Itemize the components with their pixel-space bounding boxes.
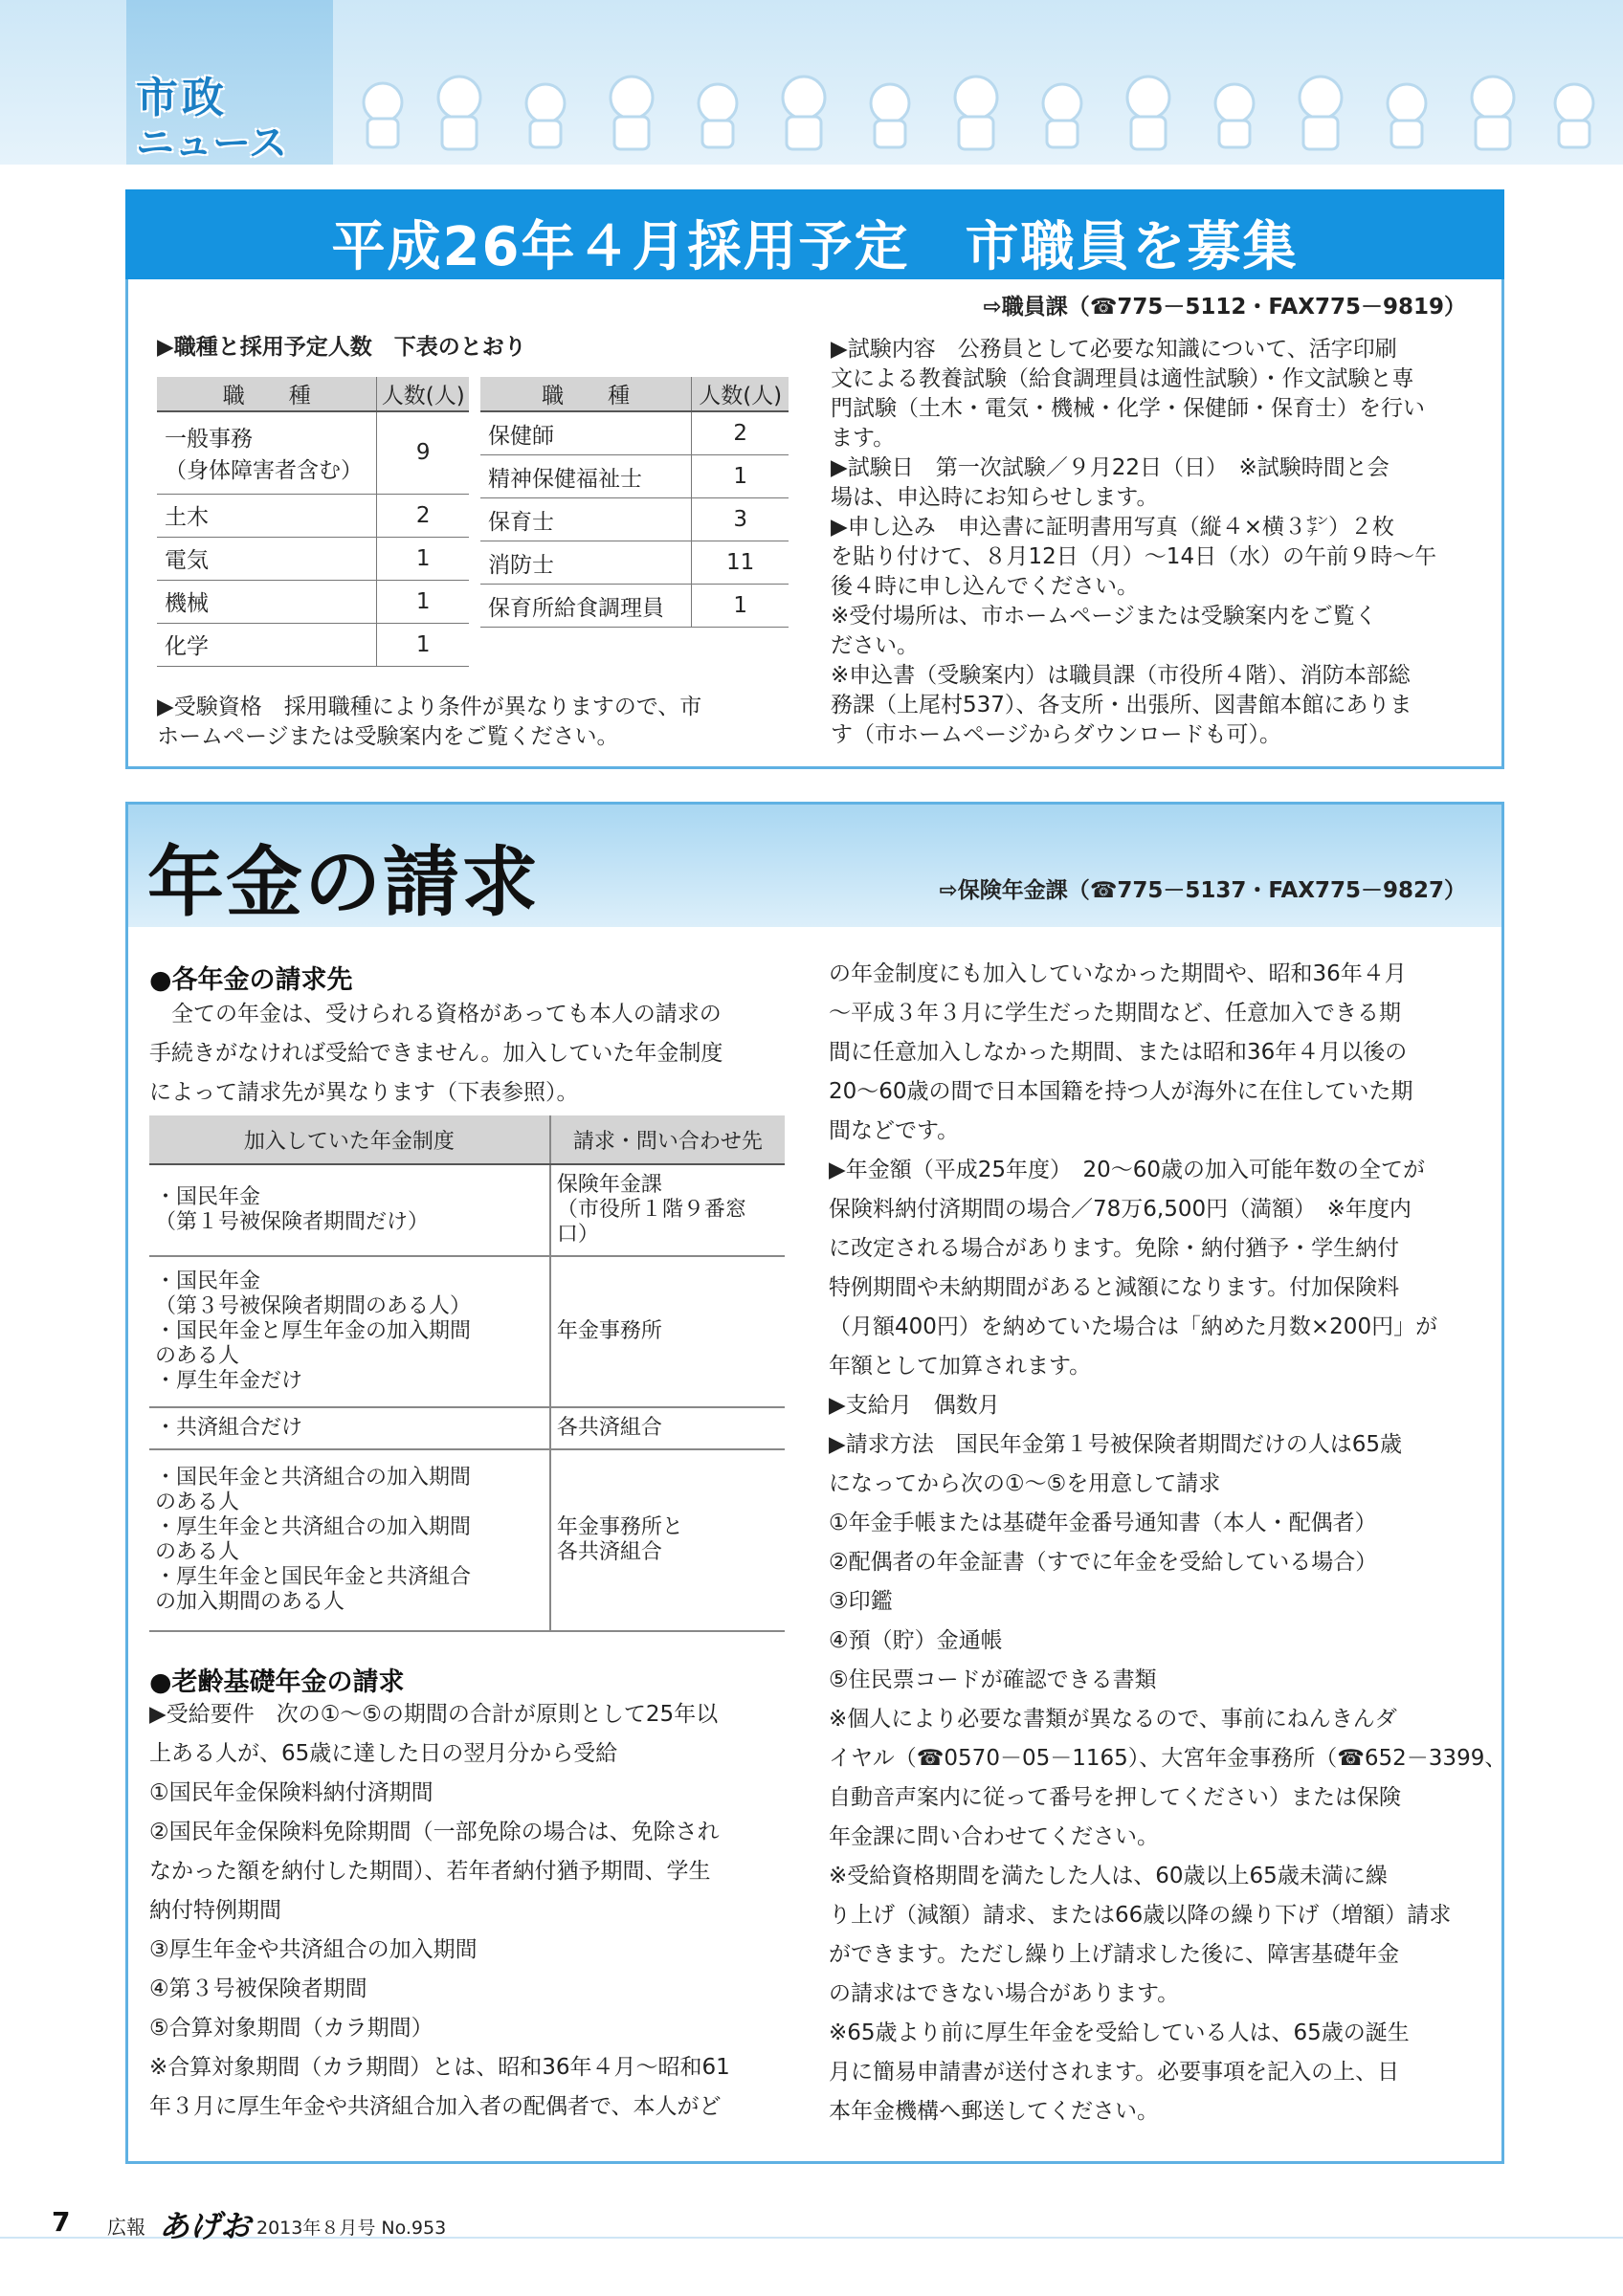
job-count: 1 (377, 537, 469, 580)
job-name: 消防士 (480, 541, 692, 585)
job-name: 精神保健福祉士 (480, 455, 692, 498)
pension-sec1-heading: ●各年金の請求先 (149, 965, 353, 995)
pension-title: 年金の請求 (147, 838, 540, 927)
jobs-header-job: 職 種 (157, 377, 377, 411)
issue-info: 2013年８月号 No.953 (256, 2218, 447, 2239)
pension-sec2-heading: ●老齢基礎年金の請求 (149, 1667, 405, 1697)
job-name: 保育所給食調理員 (480, 585, 692, 628)
job-count: 9 (377, 411, 469, 494)
pension-sec1-text: 全ての年金は、受けられる資格があっても本人の請求の 手続きがなければ受給できません。加入していた年金制度 によって請求先が異なります（下表参照）。 (149, 1002, 723, 1105)
jobs-header-count: 人数(人) (377, 377, 469, 411)
job-name: 保健師 (480, 411, 692, 455)
pension-contact-table (149, 1115, 785, 1632)
pension-contact: ⇨保険年金課（☎775－5137・FAX775－9827） (939, 878, 1466, 903)
table-row: ・共済組合だけ 各共済組合 (149, 1407, 785, 1449)
jobs-heading: ▶職種と採用予定人数 下表のとおり (157, 335, 526, 360)
job-count: 2 (377, 494, 469, 537)
pension-table-header-system: 加入していた年金制度 (149, 1115, 550, 1164)
exam-details: ▶試験内容 公務員として必要な知識について、活字印刷 文による教養試験（給食調理員は適性試験）・作文試験と専 門試験（土木・電気・機械・化学・保健師・保育士）を行い ます。 ▶試験日 第一次試験／９月22日（日） ※試験時間と会 場は、申込時にお知らせします。 ▶申し込み 申込書に証明書用写真（縦４×横３㌢）２枚 を貼り付けて、８月12日（月）～14日（水）の午前９時～午 後４時に申し込んでください。 ※受付場所は、市ホームページまたは受験案内をご覧く ださい。 ※申込書（受験案内）は職員課（市役所４階）、消防本部総 務課（上尾村537）、各支所・出張所、図書館本館にありま す（市ホームページからダウンロードも可）。 (831, 337, 1437, 747)
header-doodle-illustration (354, 59, 1608, 165)
job-count: 1 (692, 585, 789, 628)
job-name: 保育士 (480, 498, 692, 541)
jobs-header-job: 職 種 (480, 377, 692, 411)
pension-sec2-text: ▶受給要件 次の①～⑤の期間の合計が原則として25年以 上ある人が、65歳に達した日の翌月分から受給 ①国民年金保険料納付済期間 ②国民年金保険料免除期間（一部免除の場合は、免除され なかった額を納付した期間）、若年者納付猶予期間、学生 納付特例期間 ③厚生年金や共済組合の加入期間 ④第３号被保険者期間 ⑤合算対象期間（カラ期間） ※合算対象期間（カラ期間）とは、昭和36年４月～昭和61 年３月に厚生年金や共済組合加入者の配偶者で、本人がど (149, 1702, 730, 2119)
publication-logo: あげお (159, 2208, 252, 2244)
jobs-header-count: 人数(人) (692, 377, 789, 411)
jobs-table-right (480, 377, 789, 628)
pension-table-header-contact: 請求・問い合わせ先 (550, 1115, 785, 1164)
job-name: 土木 (157, 494, 377, 537)
table-row: ・国民年金と共済組合の加入期間 のある人 ・厚生年金と共済組合の加入期間 のある人 ・厚生年金と国民年金と共済組合 の加入期間のある人 年金事務所と 各共済組合 (149, 1449, 785, 1631)
pension-right-column: の年金制度にも加入していなかった期間や、昭和36年４月 ～平成３年３月に学生だった期間など、任意加入できる期 間に任意加入しなかった期間、または昭和36年４月以後の 20～60歳の間で日本国籍を持つ人が海外に在住していた期 間などです。 ▶年金額（平成25年度） 20～60歳の加入可能年数の全てが 保険料納付済期間の場合／78万6,500円（満額） ※年度内 に改定される場合があります。免除・納付猶予・学生納付 特例期間や未納期間があると減額になります。付加保険料 （月額400円）を納めていた場合は「納めた月数×200円」が 年額として加算されます。 ▶支給月 偶数月 ▶請求方法 国民年金第１号被保険者期間だけの人は65歳 になってから次の①～⑤を用意して請求 ①年金手帳または基礎年金番号通知書（本人・配偶者） ②配偶者の年金証書（すでに年金を受給している場合） ③印鑑 ④預（貯）金通帳 ⑤住民票コードが確認できる書類 ※個人により必要な書類が異なるので、事前にねんきんダ イヤル（☎0570－05－1165）、大宮年金事務所（☎652－3399、 自動音声案内に従って番号を押してください）または保険 年金課に問い合わせてください。 ※受給資格期間を満たした人は、60歳以上65歳未満に繰 り上げ（減額）請求、または66歳以降の繰り下げ（増額）請求 ができます。ただし繰り上げ請求した後に、障害基礎年金 の請求はできない場合があります。 ※65歳より前に厚生年金を受給している人は、65歳の誕生 月に簡易申請書が送付されます。必要事項を記入の上、日 本年金機構へ郵送してください。 (829, 961, 1507, 2124)
job-count: 1 (377, 623, 469, 666)
job-count: 3 (692, 498, 789, 541)
job-count: 2 (692, 411, 789, 455)
page-number: 7 (52, 2206, 71, 2238)
publication-prefix: 広報 (107, 2216, 145, 2239)
section-tag (126, 0, 333, 165)
job-count: 1 (377, 580, 469, 623)
section-tag-line2: ニュース (136, 121, 287, 166)
job-name: 電気 (157, 537, 377, 580)
job-name: 化学 (157, 623, 377, 666)
table-row: ・国民年金 （第１号被保険者期間だけ） 保険年金課 （市役所１階９番窓 口） (149, 1164, 785, 1256)
job-name: 機械 (157, 580, 377, 623)
recruit-contact: ⇨職員課（☎775－5112・FAX775－9819） (983, 295, 1466, 320)
recruit-title-bar (125, 189, 1504, 279)
jobs-table-left (157, 377, 469, 667)
section-tag-line1: 市政 (136, 74, 228, 122)
qualification-text: ▶受験資格 採用職種により条件が異なりますので、市 ホームページまたは受験案内をご覧ください。 (157, 695, 702, 749)
table-row: ・国民年金 （第３号被保険者期間のある人） ・国民年金と厚生年金の加入期間 のある人 ・厚生年金だけ 年金事務所 (149, 1256, 785, 1407)
recruit-title: 平成26年４月採用予定 市職員を募集 (331, 216, 1299, 278)
job-count: 11 (692, 541, 789, 585)
job-name: 一般事務 （身体障害者含む） (157, 411, 377, 494)
job-count: 1 (692, 455, 789, 498)
